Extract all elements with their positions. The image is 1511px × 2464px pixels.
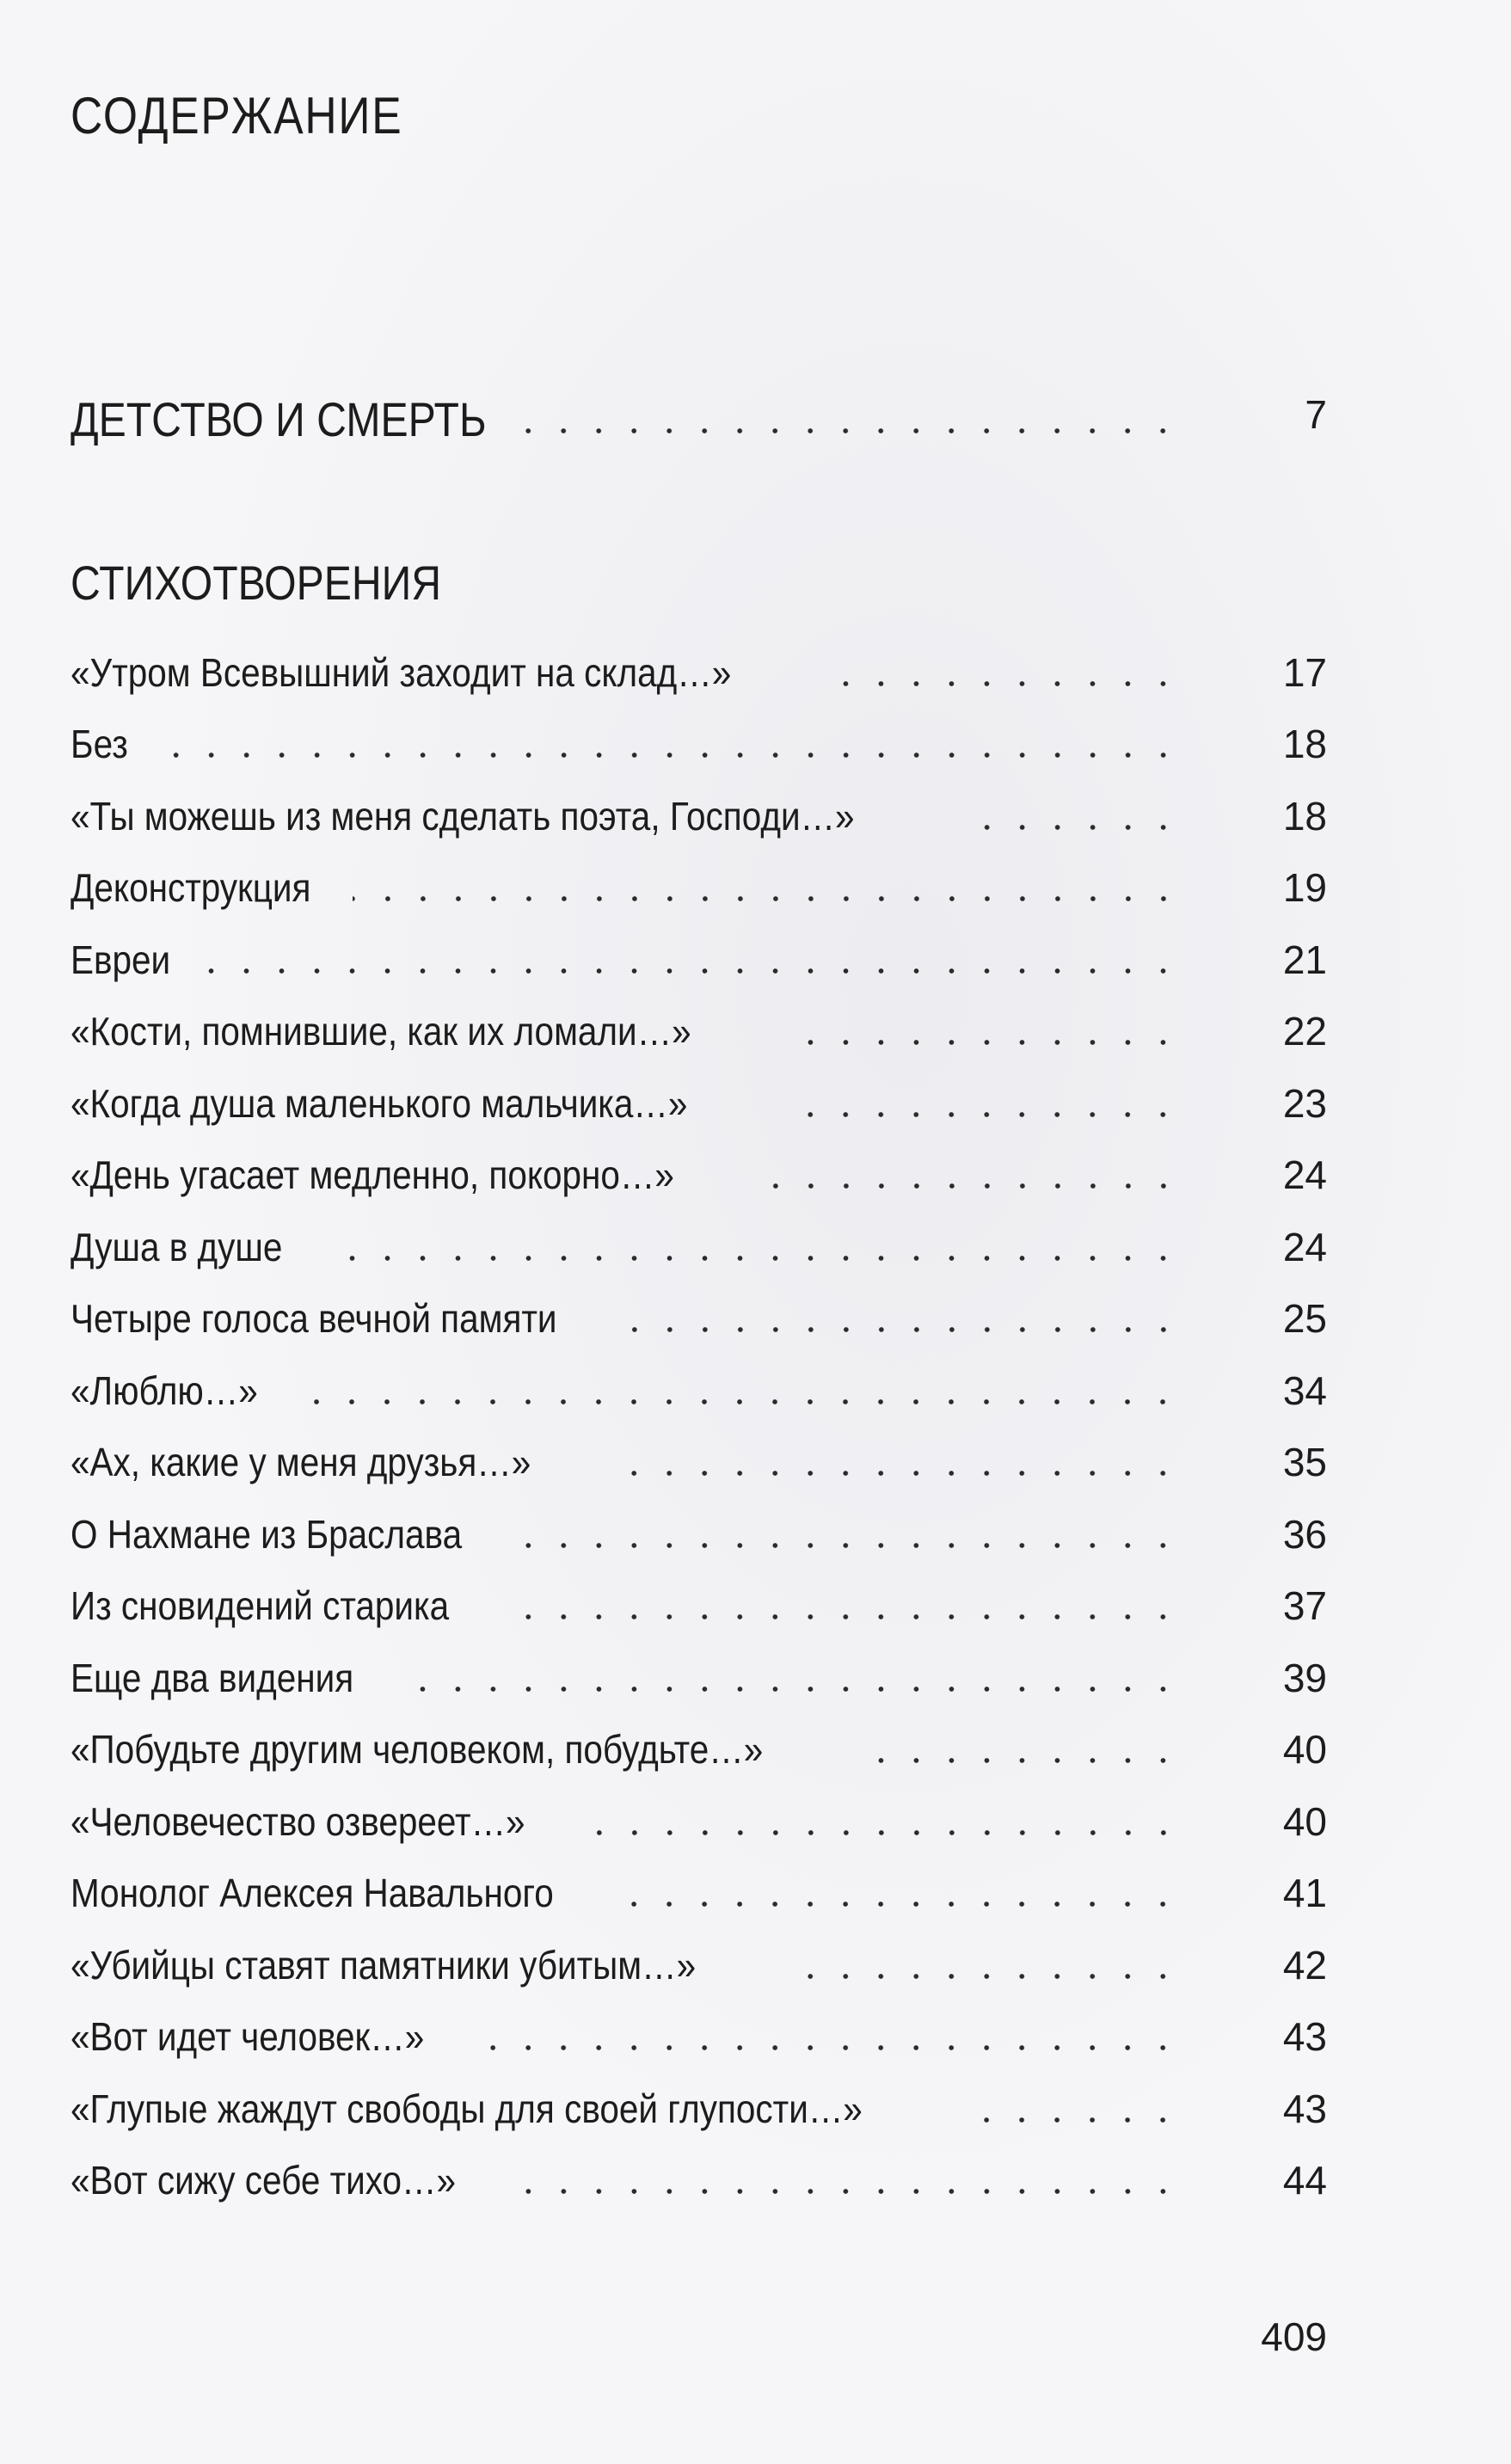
dot-leader — [401, 1685, 1181, 1693]
entry-title: Из сновидений старика — [71, 1583, 450, 1629]
dot-leader — [830, 679, 1181, 688]
dot-leader — [866, 1756, 1181, 1765]
entry-title: «Когда душа маленького мальчика…» — [71, 1080, 688, 1126]
toc-entry — [71, 1714, 1327, 1786]
toc-entry — [71, 1067, 1327, 1140]
entry-title: Еще два видения — [71, 1655, 354, 1700]
entry-title: «Глупые жаждут свободы для своей глупости…» — [71, 2086, 863, 2131]
entry-page-number: 24 — [1282, 1224, 1327, 1269]
toc-entry — [71, 709, 1327, 781]
entry-page-number: 43 — [1282, 2014, 1327, 2060]
toc-entry — [71, 1570, 1327, 1643]
entry-page-number: 43 — [1282, 2086, 1327, 2131]
dot-leader — [144, 751, 1181, 759]
page-title: СОДЕРЖАНИЕ — [71, 87, 403, 144]
entry-title: Четыре голоса вечной памяти — [71, 1296, 557, 1342]
dot-leader — [789, 1972, 1181, 1981]
dot-leader — [509, 1613, 1181, 1621]
toc-entry — [71, 780, 1327, 852]
entry-page-number: 42 — [1282, 1942, 1327, 1988]
dot-leader — [628, 1900, 1181, 1908]
toc-entry — [71, 2145, 1327, 2217]
dot-leader — [481, 2043, 1181, 2052]
entry-title: «Убийцы ставят памятники убитым…» — [71, 1942, 697, 1988]
toc-entry — [71, 2073, 1327, 2145]
entry-title: «День угасает медленно, покорно…» — [71, 1152, 674, 1198]
entry-title: «Ах, какие у меня друзья…» — [71, 1440, 531, 1485]
toc-entry — [71, 1498, 1327, 1570]
toc-entry — [71, 1283, 1327, 1355]
entry-page-number: 39 — [1282, 1655, 1327, 1700]
entry-page-number: 41 — [1282, 1871, 1327, 1916]
dot-leader — [320, 1254, 1181, 1263]
toc-entry — [71, 1785, 1327, 1858]
section-label: ДЕТСТВО И СМЕРТЬ — [71, 392, 487, 446]
dot-leader — [353, 894, 1181, 903]
dot-leader — [780, 1110, 1181, 1119]
entry-title: Без — [71, 722, 128, 767]
toc-entry — [71, 1355, 1327, 1427]
entry-page-number: 34 — [1282, 1367, 1327, 1413]
entry-page-number: 37 — [1282, 1583, 1327, 1629]
entry-title: «Люблю…» — [71, 1367, 258, 1413]
entry-page-number: 22 — [1282, 1009, 1327, 1054]
entry-page-number: 40 — [1282, 1798, 1327, 1844]
entry-title: Душа в душе — [71, 1224, 283, 1269]
toc-entry — [71, 852, 1327, 925]
dot-leader — [502, 427, 1181, 435]
section-label: СТИХОТВОРЕНИЯ — [71, 556, 442, 610]
entry-title: О Нахмане из Браслава — [71, 1511, 463, 1557]
dot-leader — [292, 1398, 1181, 1406]
entry-page-number: 23 — [1282, 1080, 1327, 1126]
dot-leader — [524, 1541, 1181, 1550]
dot-leader — [970, 823, 1181, 832]
page-folio-number: 409 — [1261, 2314, 1327, 2359]
entry-page-number: 19 — [1282, 865, 1327, 911]
dot-leader — [765, 1182, 1181, 1190]
toc-entries-list — [71, 636, 1327, 2216]
toc-section-poems — [71, 555, 1327, 611]
entry-page-number: 17 — [1282, 649, 1327, 695]
dot-leader — [602, 1469, 1181, 1478]
entry-page-number: 35 — [1282, 1440, 1327, 1485]
toc-entry — [71, 636, 1327, 709]
toc-entry — [71, 924, 1327, 996]
dot-leader — [784, 1038, 1181, 1047]
toc-section-childhood-and-death — [71, 391, 1327, 447]
entry-title: Деконструкция — [71, 865, 311, 911]
toc-entry — [71, 1929, 1327, 2001]
dot-leader — [979, 2116, 1181, 2124]
toc-entry — [71, 1427, 1327, 1499]
entry-title: Монолог Алексея Навального — [71, 1871, 554, 1916]
toc-entry — [71, 1211, 1327, 1283]
entry-title: «Побудьте другим человеком, побудьте…» — [71, 1727, 764, 1773]
entry-page-number: 21 — [1282, 937, 1327, 982]
toc-entry — [71, 2001, 1327, 2074]
toc-entry — [71, 1140, 1327, 1212]
section-page-number: 7 — [1305, 392, 1327, 437]
entry-title: «Утром Всевышний заходит на склад…» — [71, 649, 732, 695]
entry-page-number: 24 — [1282, 1152, 1327, 1198]
entry-page-number: 36 — [1282, 1511, 1327, 1557]
entry-title: «Ты можешь из меня сделать поэта, Господи…» — [71, 793, 855, 839]
toc-entry — [71, 1642, 1327, 1714]
entry-title: «Вот идет человек…» — [71, 2014, 425, 2060]
entry-page-number: 44 — [1282, 2158, 1327, 2203]
entry-title: «Человечество озвереет…» — [71, 1798, 525, 1844]
entry-title: «Вот сижу себе тихо…» — [71, 2158, 457, 2203]
entry-title: «Кости, помнившие, как их ломали…» — [71, 1009, 691, 1054]
toc-entry — [71, 996, 1327, 1068]
dot-leader — [517, 2187, 1181, 2196]
entry-page-number: 40 — [1282, 1727, 1327, 1773]
entry-title: Евреи — [71, 937, 171, 982]
dot-leader — [632, 1325, 1181, 1334]
entry-page-number: 18 — [1282, 722, 1327, 767]
toc-entry — [71, 1858, 1327, 1930]
entry-page-number: 25 — [1282, 1296, 1327, 1342]
dot-leader — [596, 1828, 1181, 1837]
dot-leader — [193, 967, 1181, 975]
entry-page-number: 18 — [1282, 793, 1327, 839]
